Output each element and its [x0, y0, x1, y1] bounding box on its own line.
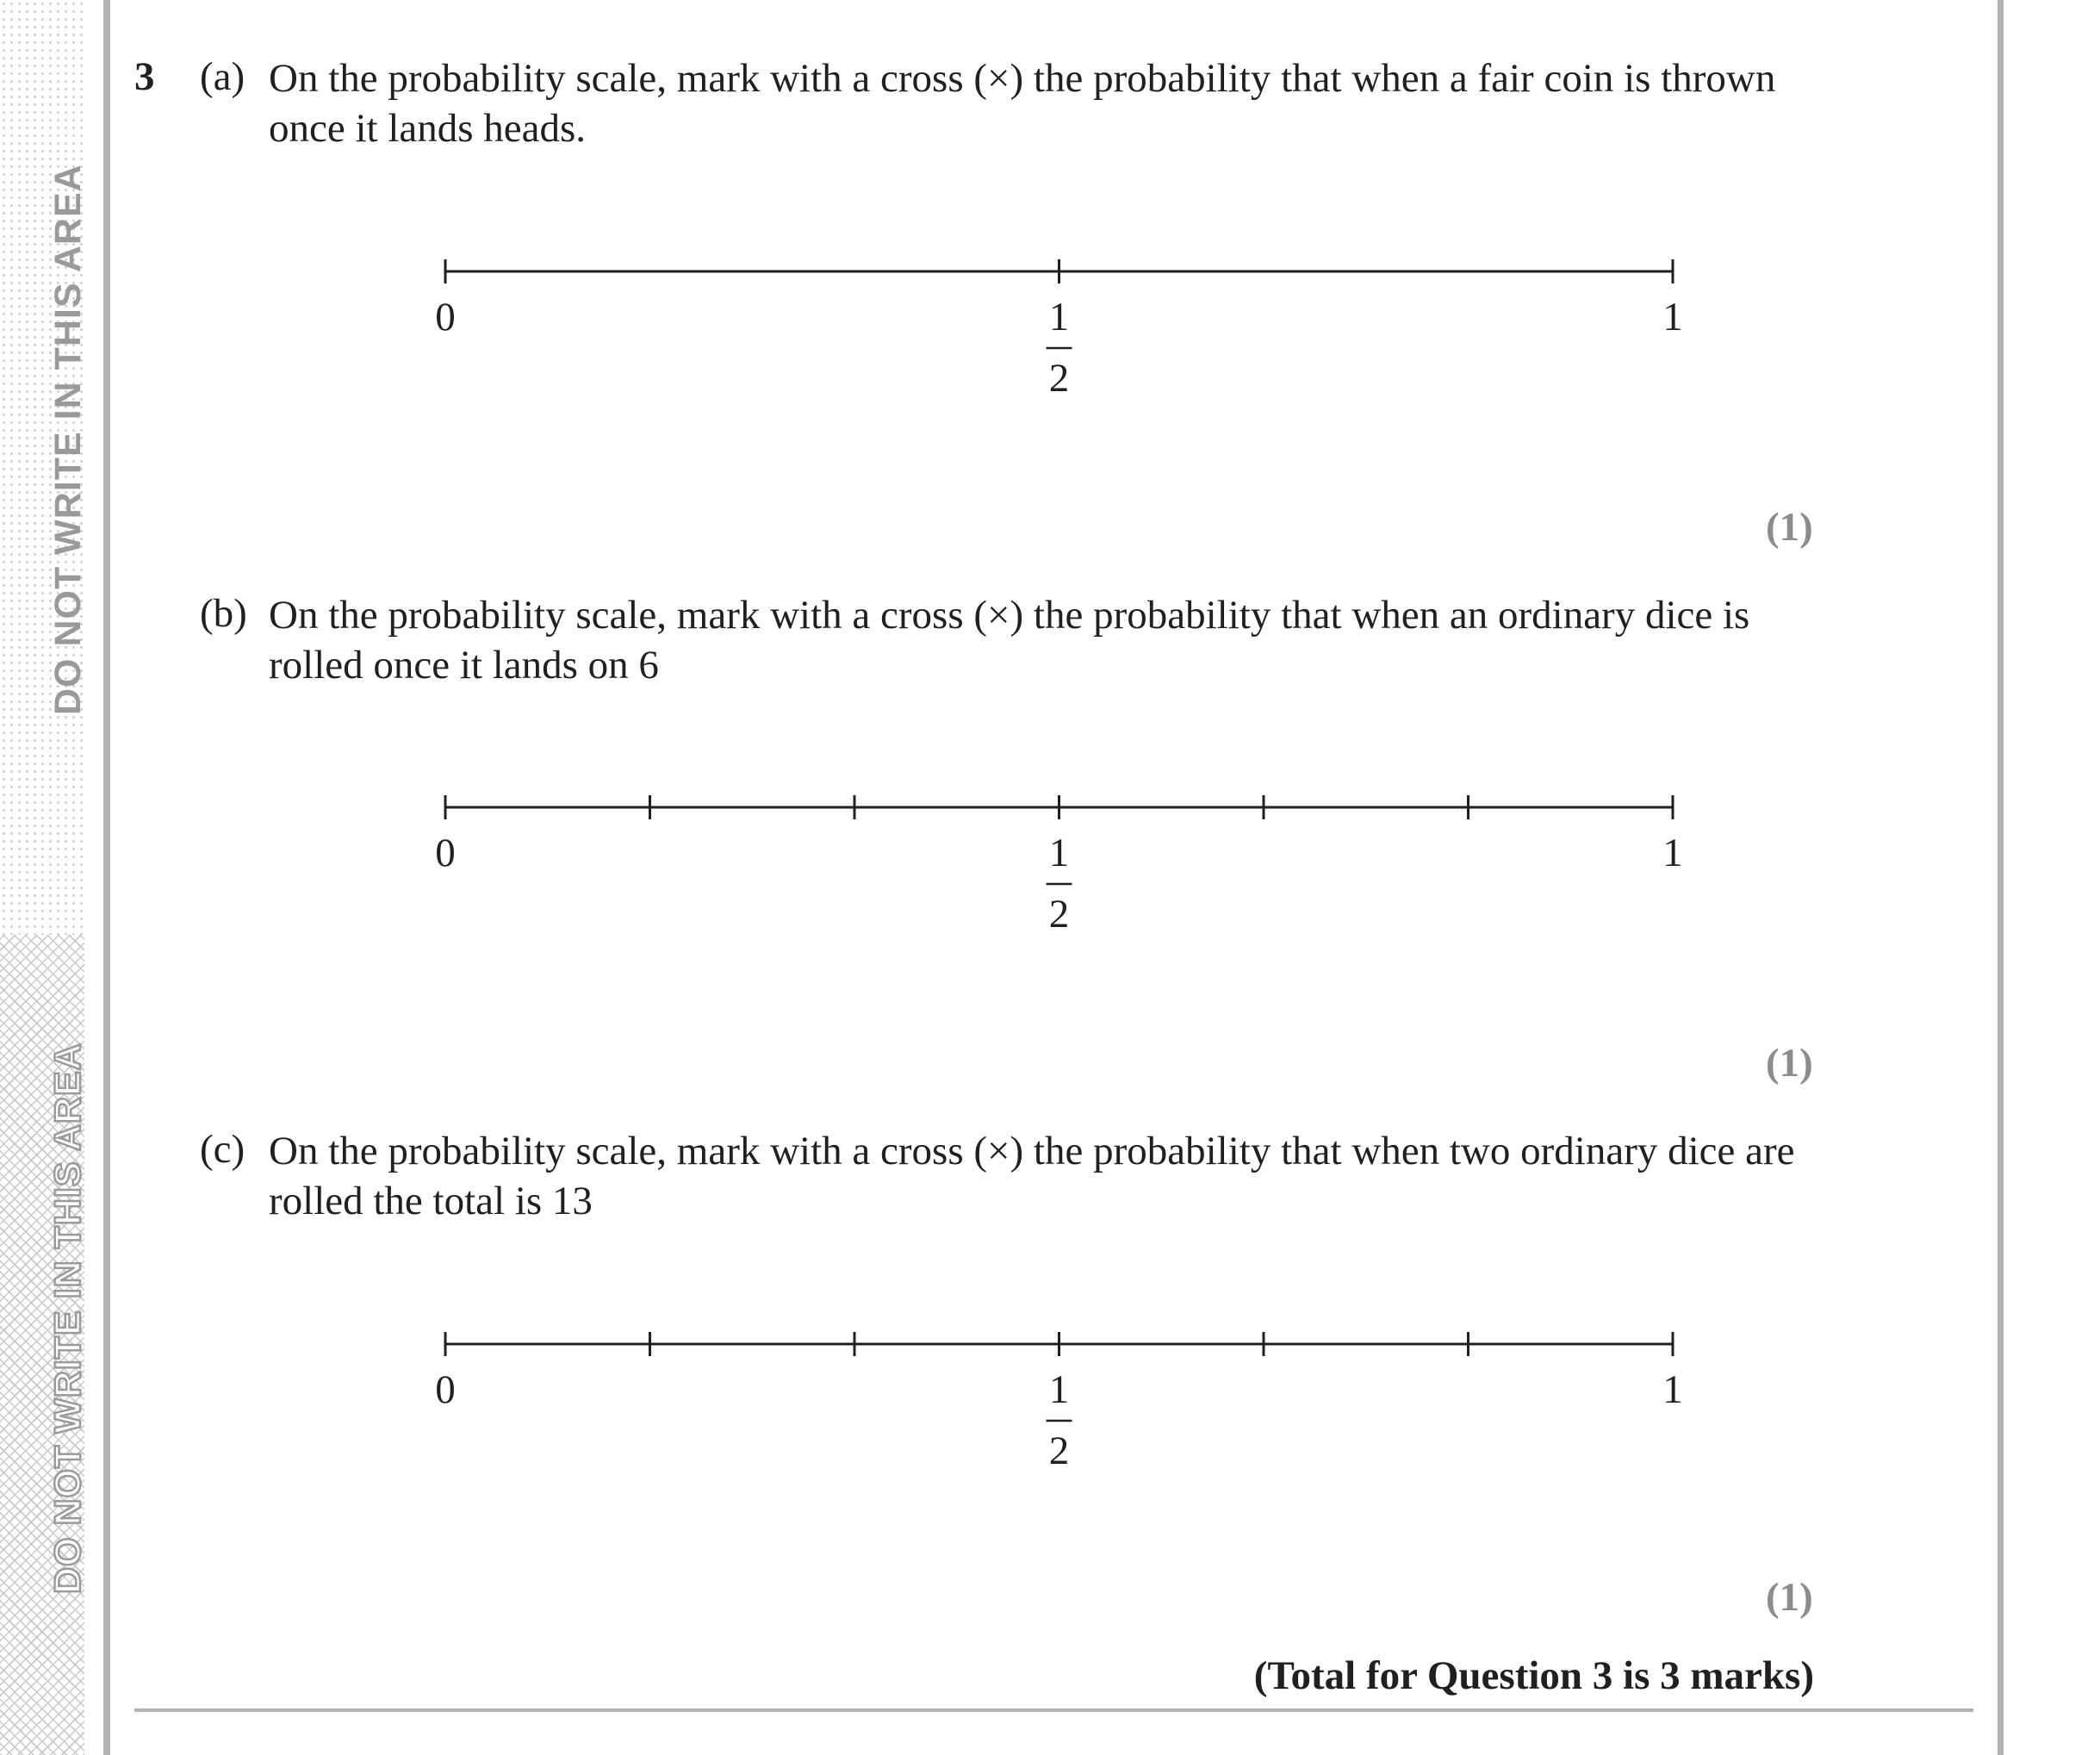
watermark-upper: DO NOT WRITE IN THIS AREA	[47, 164, 89, 715]
scale-label-max: 1	[1662, 1367, 1683, 1412]
part-c-text: On the probability scale, mark with a cross (×) the probability that when two ordinary dice are rolled the total is 13	[269, 1129, 1795, 1223]
scale-label-min: 0	[435, 831, 456, 875]
scale-label-max: 1	[1662, 831, 1683, 875]
scale-label-half-denominator: 2	[1048, 356, 1070, 401]
scale-label-half-numerator: 1	[1048, 1367, 1070, 1412]
scale-label-min: 0	[435, 1367, 456, 1412]
scale-label-half-denominator: 2	[1048, 1428, 1070, 1473]
question-total: (Total for Question 3 is 3 marks)	[1253, 1653, 1814, 1698]
part-c-label: (c)	[200, 1127, 245, 1172]
part-b-text: On the probability scale, mark with a cross (×) the probability that when an ordinary dice is rolled once it lands on 6	[269, 593, 1750, 688]
scale-label-max: 1	[1662, 295, 1683, 339]
scale-label-half-numerator: 1	[1048, 831, 1070, 875]
part-b-marks: (1)	[1766, 1041, 1813, 1086]
part-b-label: (b)	[200, 591, 247, 636]
part-a-label: (a)	[200, 54, 245, 99]
watermark-lower: DO NOT WRITE IN THIS AREA	[47, 1042, 89, 1594]
part-a-marks: (1)	[1766, 505, 1813, 550]
part-a-text: On the probability scale, mark with a cross (×) the probability that when a fair coin is thrown once it lands heads.	[269, 56, 1776, 151]
scale-label-min: 0	[435, 295, 456, 339]
bottom-rule	[134, 1708, 1973, 1712]
question-number: 3	[134, 54, 155, 99]
part-c-marks: (1)	[1766, 1575, 1813, 1620]
scale-label-half-denominator: 2	[1048, 892, 1070, 937]
scale-label-half-numerator: 1	[1048, 295, 1070, 339]
